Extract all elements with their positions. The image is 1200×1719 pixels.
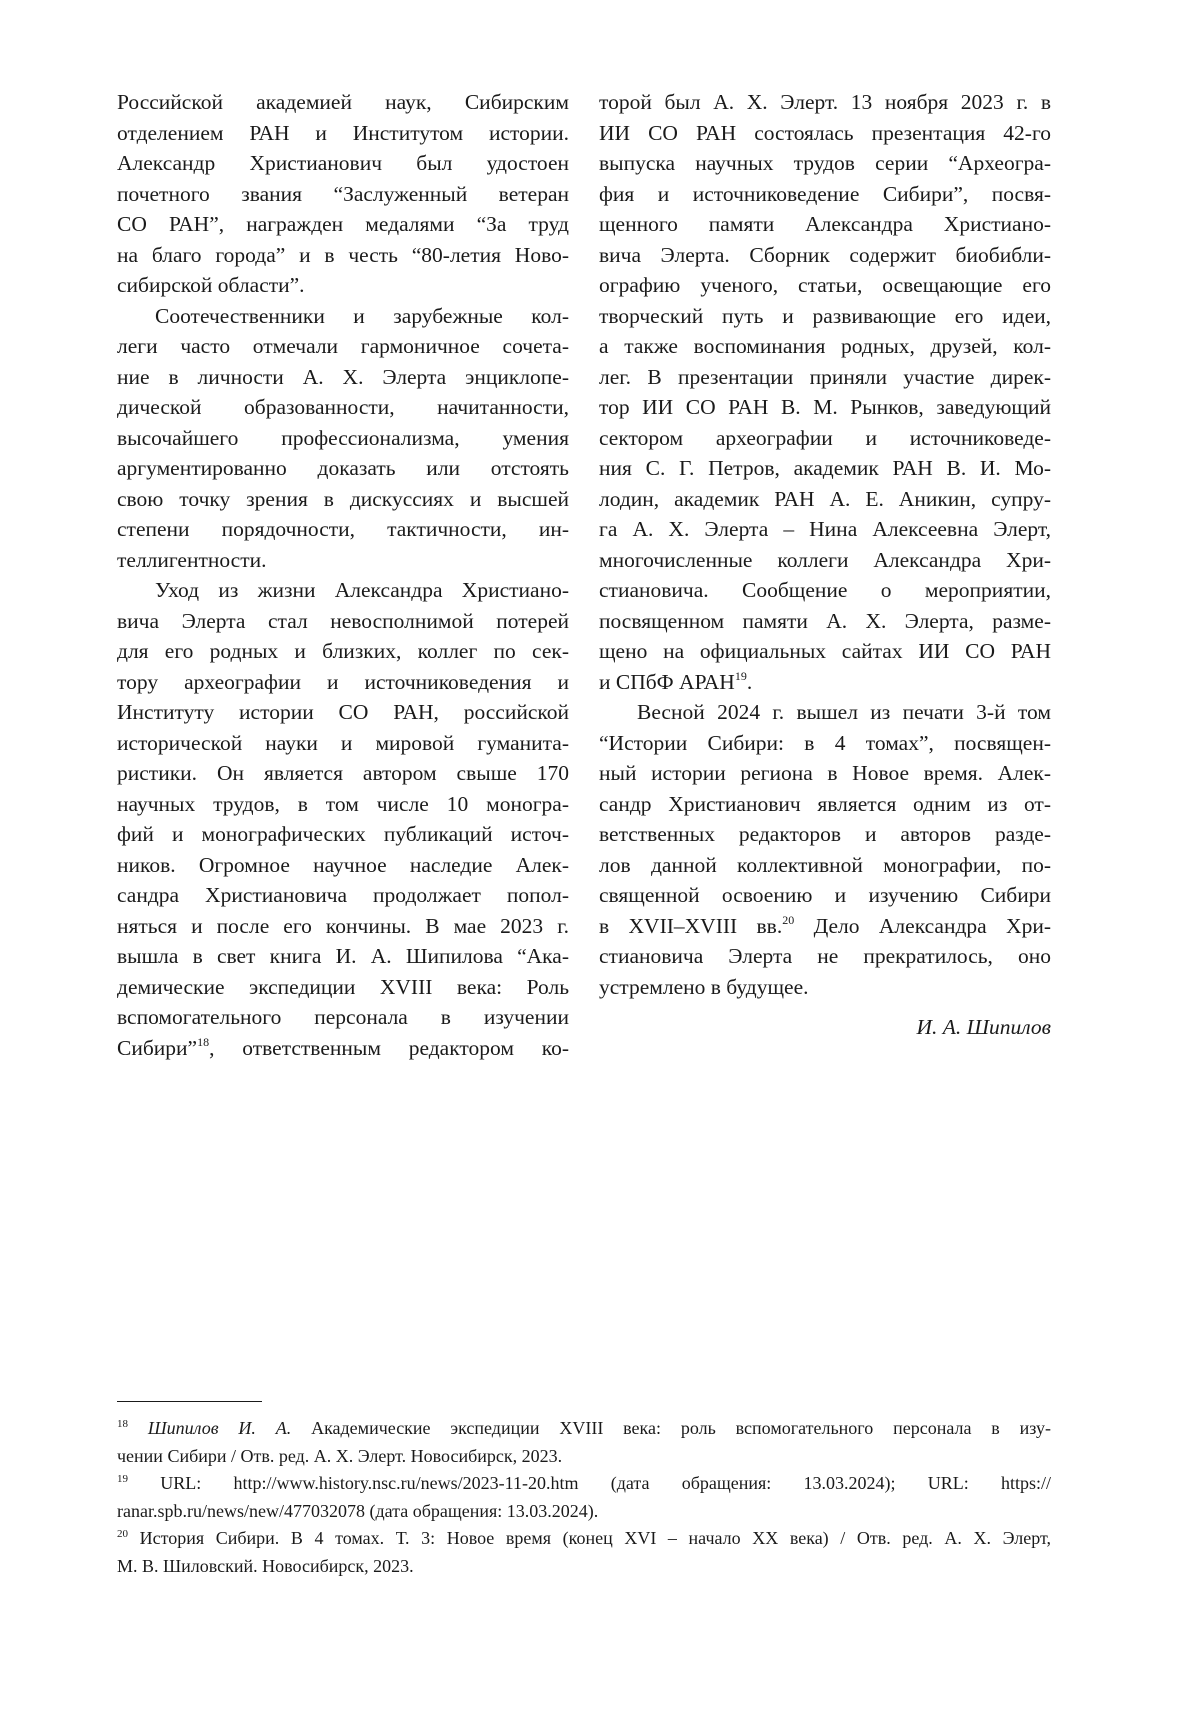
text-line: выпуска научных трудов серии “Археогра- <box>599 151 1051 175</box>
footnote-number: 19 <box>117 1473 128 1485</box>
text-line: тор ИИ СО РАН В. М. Рынков, заведующий <box>599 395 1051 419</box>
text-line-with-footnote-ref <box>599 911 1051 942</box>
paragraph <box>117 87 569 301</box>
footnote-ref-19: 19 <box>734 668 747 683</box>
text-line: га А. Х. Элерта – Нина Алексеевна Элерт, <box>599 517 1051 541</box>
text-line: вспомогательного персонала в изучении <box>117 1005 569 1029</box>
footnote-18 <box>117 1415 1051 1443</box>
footnotes <box>117 1415 1051 1580</box>
text-line: аргументированно доказать или отстоять <box>117 456 569 480</box>
text-line: “Истории Сибири: в 4 томах”, посвящен- <box>599 730 1051 755</box>
footnote-19-continued: ranar.spb.ru/news/new/477032078 (дата обращения: 13.03.2024). <box>117 1500 599 1521</box>
author-signature: И. А. Шипилов <box>916 1015 1051 1039</box>
text-line: щенного памяти Александра Христиано- <box>599 212 1051 236</box>
text-line: вича Элерта стал невосполнимой потерей <box>117 608 569 633</box>
text-line: Соотечественники и зарубежные кол- <box>155 303 569 328</box>
text-line-with-footnote-ref <box>599 667 1051 698</box>
text-fragment: в XVII–XVIII вв. <box>599 913 783 938</box>
footnote-20-continued: М. В. Шиловский. Новосибирск, 2023. <box>117 1555 414 1576</box>
text-line: отделением РАН и Институтом истории. <box>117 120 569 145</box>
text-fragment: Дело Александра Хри- <box>794 913 1051 938</box>
footnote-text: URL: http://www.history.nsc.ru/news/2023-11-20.htm (дата обращения: 13.03.2024); URL: https:// <box>128 1473 1051 1493</box>
footnote-divider <box>117 1401 262 1402</box>
text-line: сандра Христиановича продолжает попол- <box>117 883 569 907</box>
footnote-19 <box>117 1470 1051 1498</box>
paragraph <box>117 575 569 1063</box>
text-line: Уход из жизни Александра Христиано- <box>155 578 569 602</box>
text-line-with-footnote-ref <box>117 1033 569 1064</box>
text-line: сибирской области”. <box>117 273 305 297</box>
paragraph <box>599 87 1051 697</box>
text-line: на благо города” и в честь “80-летия Ново- <box>117 242 569 267</box>
text-line: торой был А. Х. Элерт. 13 ноября 2023 г. в <box>599 90 1051 114</box>
footnote-18-continued: чении Сибири / Отв. ред. А. Х. Элерт. Новосибирск, 2023. <box>117 1445 563 1466</box>
text-line: тору археографии и источниковедения и <box>117 669 569 694</box>
text-line: почетного звания “Заслуженный ветеран <box>117 181 569 206</box>
footnote-author: Шипилов И. А. <box>147 1418 292 1438</box>
footnote-text: История Сибири. В 4 томах. Т. 3: Новое время (конец XVI – начало XX века) / Отв. ред. А. Х. Элерт, <box>128 1528 1051 1548</box>
text-line: вышла в свет книга И. А. Шипилова “Ака- <box>117 944 569 968</box>
text-fragment: , ответственным редактором ко- <box>209 1035 569 1060</box>
text-fragment: и СПбФ АРАН <box>599 669 735 694</box>
text-line: щено на официальных сайтах ИИ СО РАН <box>599 639 1051 663</box>
paragraph <box>117 301 569 576</box>
text-line: высочайшего профессионализма, умения <box>117 425 569 450</box>
footnote-ref-20: 20 <box>782 912 795 927</box>
text-line: леги часто отмечали гармоничное сочета- <box>117 334 569 358</box>
text-line: фий и монографических публикаций источ- <box>117 822 569 846</box>
text-line: дической образованности, начитанности, <box>117 395 569 419</box>
text-line: стиановича. Сообщение о мероприятии, <box>599 578 1051 602</box>
text-line: а также воспоминания родных, друзей, кол- <box>599 334 1051 358</box>
text-line: ников. Огромное научное наследие Алек- <box>117 852 569 877</box>
text-line: лодин, академик РАН А. Е. Аникин, супру- <box>599 486 1051 511</box>
footnote-ref-18: 18 <box>197 1034 210 1049</box>
text-line: свою точку зрения в дискуссиях и высшей <box>117 486 569 511</box>
footnote-text: Академические экспедиции XVIII века: роль вспомогательного персонала в изу- <box>291 1418 1052 1438</box>
text-line: СО РАН”, награжден медалями “За труд <box>117 212 569 236</box>
text-line: Александр Христианович был удостоен <box>117 151 569 175</box>
text-fragment: . <box>746 669 753 694</box>
footnote-number: 18 <box>117 1418 128 1430</box>
text-line: Российской академией наук, Сибирским <box>117 90 569 114</box>
text-line: священной освоению и изучению Сибири <box>599 883 1051 907</box>
text-line: для его родных и близких, коллег по сек- <box>117 639 569 663</box>
text-line: ристики. Он является автором свыше 170 <box>117 761 569 785</box>
text-line: степени порядочности, тактичности, ин- <box>117 517 569 541</box>
right-column <box>599 87 1051 1046</box>
text-line: исторической науки и мировой гуманита- <box>117 730 569 755</box>
text-line: няться и после его кончины. В мае 2023 г. <box>117 913 569 938</box>
text-line: ИИ СО РАН состоялась презентация 42-го <box>599 120 1051 145</box>
paragraph <box>599 697 1051 1002</box>
text-line: демические экспедиции XVIII века: Роль <box>117 974 569 999</box>
text-line: стиановича Элерта не прекратилось, оно <box>599 944 1051 968</box>
text-line: творческий путь и развивающие его идеи, <box>599 303 1051 328</box>
text-line: фия и источниковедение Сибири”, посвя- <box>599 181 1051 206</box>
text-line: многочисленные коллеги Александра Хри- <box>599 547 1051 572</box>
text-fragment: Сибири” <box>117 1035 198 1060</box>
left-column <box>117 87 569 1063</box>
text-line: сандр Христианович является одним из от- <box>599 791 1051 816</box>
text-line: научных трудов, в том числе 10 моногра- <box>117 791 569 816</box>
footnote-20 <box>117 1525 1051 1553</box>
text-line: лов данной коллективной монографии, по- <box>599 852 1051 877</box>
text-line: лег. В презентации приняли участие дирек- <box>599 364 1051 389</box>
text-line: Институту истории СО РАН, российской <box>117 700 569 724</box>
text-line: ния С. Г. Петров, академик РАН В. И. Мо- <box>599 456 1051 480</box>
text-line: ветственных редакторов и авторов разде- <box>599 822 1051 846</box>
text-line: ный истории региона в Новое время. Алек- <box>599 761 1051 785</box>
text-line: устремлено в будущее. <box>599 974 809 999</box>
text-line: теллигентности. <box>117 547 267 572</box>
text-line: посвященном памяти А. Х. Элерта, разме- <box>599 608 1051 633</box>
text-line: ографию ученого, статьи, освещающие его <box>599 273 1051 297</box>
text-line: Весной 2024 г. вышел из печати 3-й том <box>637 700 1051 724</box>
text-line: сектором археографии и источниковеде- <box>599 425 1051 450</box>
footnote-number: 20 <box>117 1528 128 1540</box>
text-line: вича Элерта. Сборник содержит биобибли- <box>599 242 1051 267</box>
text-line: ние в личности А. Х. Элерта энциклопе- <box>117 364 569 389</box>
